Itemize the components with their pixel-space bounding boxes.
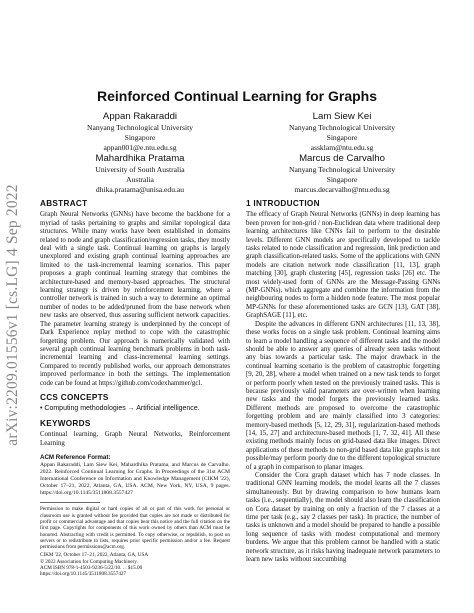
author-email[interactable]: marcus.decarvalho@ntu.edu.sg [294,184,390,194]
author-name: Mahardhika Pratama [95,153,185,164]
keywords-heading: KEYWORDS [40,418,91,428]
left-column [40,200,230,578]
author-email[interactable]: dhika.pratama@unisa.edu.au [95,184,185,194]
ccs-text: • Computing methodologies → Artificial intelligence. [40,405,200,413]
arxiv-stamp [2,150,24,480]
author-country: Singapore [124,132,156,142]
intro-paragraph-1: The efficacy of Graph Neural Networks (GNNs) in deep learning has been proven for non-grid / non-Euclidean data where traditional deep learning architectures like CNNs fail to perform to the desirable levels. Different GNN models are specifically developed to tackle tasks related to node classification and regression, link prediction and graph classification-related tasks. Some of the applications with GNN models are citation network node classification [11, 13], graph matching [30], graph clustering [45], regression tasks [26] etc. The most widely-used form of GNNs are the Message-Passing GNNs (MP-GNNs), which aggregate and combine the information from the neighbouring nodes to form a hidden node feature. The most popular MP-GNNs for these aforementioned tasks are GCN [13], GAT [38], GraphSAGE [11], etc. [246,211,440,320]
permission-isbn: ACM ISBN 978-1-4503-9236-5/22/10. . . $15.00 [40,565,143,572]
abstract-heading: ABSTRACT [40,199,88,208]
permission-venue: CIKM '22, October 17–21, 2022, Atlanta, GA, USA [40,552,149,559]
arxiv-stamp-text[interactable]: arXiv:2209.01556v1 [cs.LG] 4 Sep 2022 [4,184,21,446]
author-block-4 [252,153,432,194]
abstract-text: Graph Neural Networks (GNNs) have become the backbone for a myriad of tasks pertaining to graphs and similar topological data structures. While many works have been established in domains related to node and graph classification/regression tasks, they mostly deal with a single task. Continual learning on graphs is largely unexplored and existing graph continual learning approaches are limited to the task-incremental learning scenarios. This paper proposes a graph continual learning strategy that combines the architecture-based and memory-based approaches. The structural learning strategy is driven by reinforcement learning, where a controller network is trained in such a way to determine an optimal number of nodes to be added/pruned from the base network when new tasks are observed, thus assuring sufficient network capacities. The parameter learning strategy is underpinned by the concept of Dark Experience replay method to cope with the catastrophic forgetting problem. Our approach is numerically validated with several graph continual learning benchmark problems in both task-incremental learning and class-incremental learning settings. Compared to recently published works, our approach demonstrates improved performance in both the settings. The implementation code can be found at https://github.com/codexhammer/gcl. [40,211,230,387]
author-email[interactable]: appan001@e.ntu.edu.sg [103,142,177,152]
permission-block [40,506,230,577]
author-affiliation: Nanyang Technological University [86,123,194,132]
author-block-3 [50,153,230,194]
author-affiliation: Nanyang Technological University [288,123,396,132]
author-block-1 [50,111,230,152]
permission-copyright: © 2022 Association for Computing Machinery. [40,558,138,565]
author-country: Singapore [326,174,358,184]
permission-text: Permission to make digital or hard copies of all or part of this work for personal or classroom use is granted without fee provided that copies are not made or distributed for profit or commercial advantage and that copies bear this notice and the full citation on the first page. Copyrights for components of this work owned by others than ACM must be honored. Abstracting with credit is permitted. To copy otherwise, or republish, to post on servers or to redistribute to lists, requires prior specific permission and/or a fee. Request permissions from permissions@acm.org. [40,506,230,551]
author-affiliation: University of South Australia [95,165,185,174]
author-name: Marcus de Carvalho [299,153,385,164]
right-column [246,200,440,564]
author-email[interactable]: assklam@ntu.edu.sg [310,142,374,152]
author-block-2 [252,111,432,152]
introduction-heading: 1 INTRODUCTION [246,199,320,208]
intro-paragraph-2: Despite the advances in different GNN architectures [11, 13, 38], these works focus on a single task problem. Continual learning aims to learn a model handling a sequence of different tasks and the model should be able to answer any queries of already seen tasks without any bias towards a particular task. The major drawback in the continual learning scenario is the problem of catastrophic forgetting [9, 20, 28], where a model when trained on a new task tends to forget or perform poorly when tested on the previously trained tasks. This is because previously valid parameters are over-written when learning new tasks and the model forgets the previously learned tasks. Different methods are proposed to overcome the catastrophic forgetting problem and are mainly classified into 3 categories: memory-based methods [5, 12, 29, 31], regularization-based methods [14, 15, 27] and architecture-based methods [1, 7, 32, 41]. All these existing methods mainly focus on grid-based data like images. Direct applications of these methods to non-grid based data like graphs is not possible/may perform poorly due to the different topological structure of a graph in comparison to planar images. [246,320,440,471]
paper-title: Reinforced Continual Learning for Graphs [96,88,378,104]
author-name: Lam Siew Kei [312,111,372,122]
author-country: Singapore [326,132,358,142]
reference-format-heading: ACM Reference Format: [40,453,111,461]
permission-doi[interactable]: https://doi.org/10.1145/3511808.3557427 [40,571,127,578]
footnote-rule [40,502,100,503]
author-name: Appan Rakaraddi [102,111,178,122]
reference-format-text: Appan Rakaraddi, Lam Siew Kei, Mahardhika Pratama, and Marcus de Carvalho. 2022. Reinforced Continual Learning for Graphs. In Proceedings of the 31st ACM International Conference on Information and Knowledge Management (CIKM '22), October 17–21, 2022, Atlanta, GA, USA. ACM, New York, NY, USA, 9 pages. https://doi.org/10.1145/3511808.3557427 [40,462,230,497]
author-country: Australia [126,174,154,184]
ccs-heading: CCS CONCEPTS [40,392,109,402]
intro-paragraph-3: Consider the Cora graph dataset which has 7 node classes. In traditional GNN learning models, the model learns all the 7 classes simultaneously. But by drawing comparison to how humans learn tasks (i.e., sequentially), the model should also learn the classification on Cora dataset by training on only a fraction of the 7 classes at a time per task (e.g., say 2 classes per task). In practice, the number of tasks is unknown and a model should be prepared to handle a possible long sequence of tasks with modest computational and memory burdens. We argue that this problem cannot be handled with a static network structure, as it risks having inadequate network parameters to learn new tasks without succumbing [246,472,440,564]
author-affiliation: Nanyang Technological University [288,165,396,174]
keywords-text: Continual learning, Graph Neural Networks, Reinforcement Learning [40,431,230,447]
